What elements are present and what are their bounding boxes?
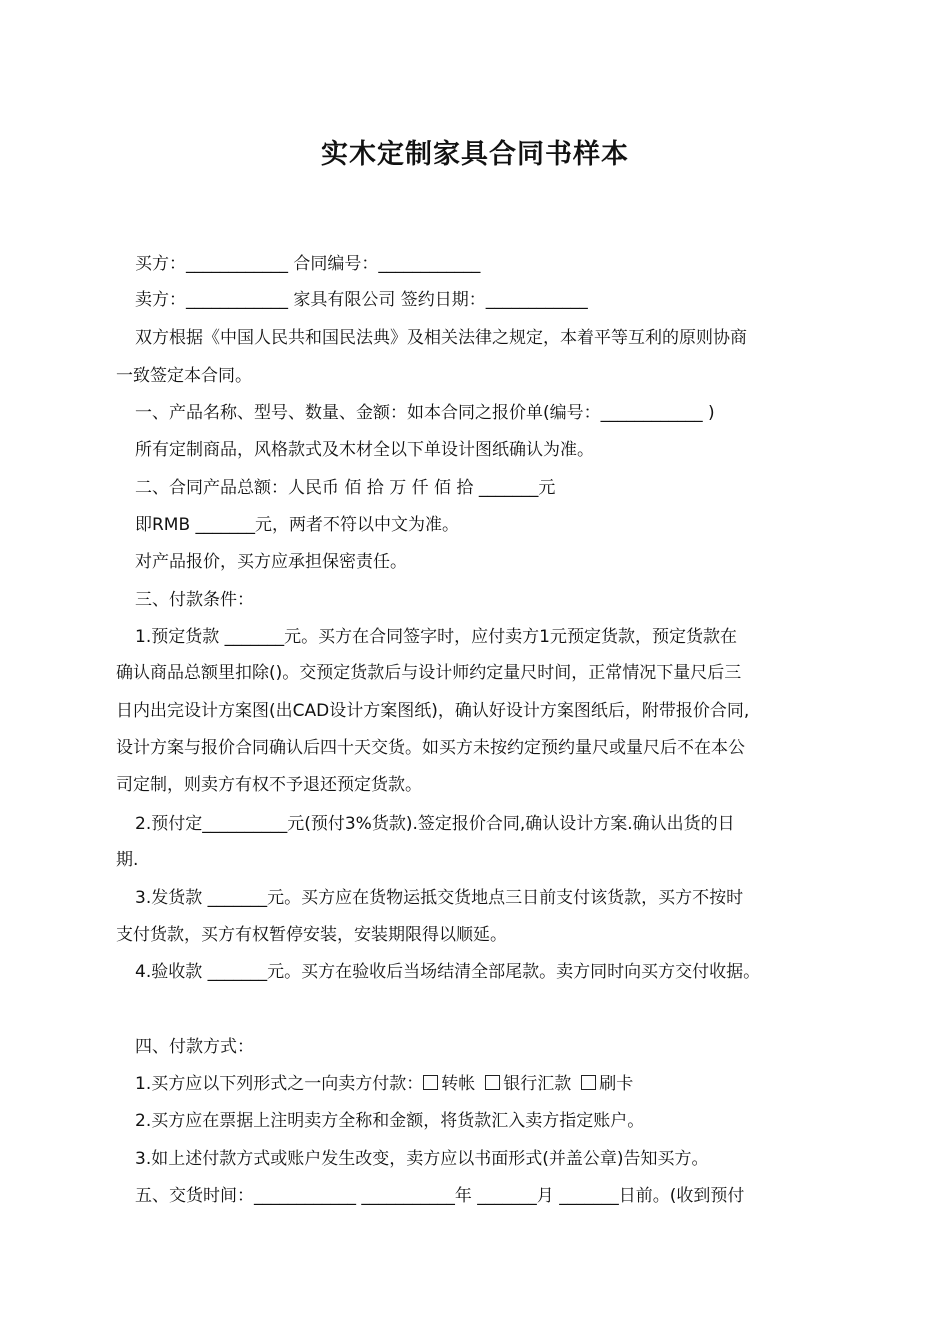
option-transfer[interactable]: [423, 1074, 475, 1094]
clause-1-text: 所有定制商品，风格款式及木材全以下单设计图纸确认为准。: [135, 440, 594, 460]
clause-2-heading: 二、合同产品总额：人民币 佰 拾 万 仟 佰 拾 _______元: [135, 478, 556, 498]
preamble-line-1: 双方根据《中国人民共和国民法典》及相关法律之规定，本着平等互利的原则协商: [135, 328, 747, 348]
payment-1-line-1: 1.预定货款 _______元。买方在合同签字时，应付卖方1元预定货款，预定货款在: [135, 627, 737, 647]
payment-1-line-4: 设计方案与报价合同确认后四十天交货。如买方未按约定预约量尺或量尺后不在本公: [116, 738, 745, 758]
preamble-line-2: 一致签定本合同。: [116, 366, 252, 386]
buyer-line: 买方：____________ 合同编号：____________: [135, 254, 481, 274]
clause-4-heading: 四、付款方式：: [135, 1037, 254, 1057]
method-2-line: 2.买方应在票据上注明卖方全称和金额，将货款汇入卖方指定账户。: [135, 1111, 645, 1131]
payment-1-line-5: 司定制，则卖方有权不予退还预定货款。: [116, 775, 422, 795]
option-bank-remittance-label: 银行汇款: [503, 1074, 572, 1094]
seller-line: 卖方：____________ 家具有限公司 签约日期：____________: [135, 290, 588, 310]
payment-3-line-2: 支付货款，买方有权暂停安装，安装期限得以顺延。: [116, 925, 507, 945]
option-bank-remittance[interactable]: [485, 1074, 571, 1094]
checkbox-icon[interactable]: [423, 1075, 438, 1090]
clause-1-heading: 一、产品名称、型号、数量、金额：如本合同之报价单(编号：____________ ): [135, 403, 715, 423]
option-card[interactable]: [581, 1074, 633, 1094]
document-title: 实木定制家具合同书样本: [321, 139, 629, 170]
method-1-line: [135, 1074, 643, 1094]
payment-2-line-1: 2.预付定__________元(预付3%货款).签定报价合同,确认设计方案.确认出货的日: [135, 814, 735, 834]
clause-5-heading: 五、交货时间：____________ ___________年 _______月 _______日前。(收到预付: [135, 1186, 745, 1206]
method-3-line: 3.如上述付款方式或账户发生改变，卖方应以书面形式(并盖公章)告知买方。: [135, 1149, 709, 1169]
method-1-text: 1.买方应以下列形式之一向卖方付款：: [135, 1074, 424, 1094]
clause-3-heading: 三、付款条件：: [135, 590, 254, 610]
option-card-label: 刷卡: [599, 1074, 634, 1094]
checkbox-icon[interactable]: [485, 1075, 500, 1090]
payment-2-line-2: 期.: [116, 850, 139, 870]
clause-2-confidential: 对产品报价，买方应承担保密责任。: [135, 552, 407, 572]
payment-1-line-2: 确认商品总额里扣除()。交预定货款后与设计师约定量尺时间，正常情况下量尺后三: [116, 663, 742, 683]
clause-2-rmb: 即RMB _______元，两者不符以中文为准。: [135, 515, 460, 535]
option-transfer-label: 转帐: [441, 1074, 476, 1094]
payment-4-line: 4.验收款 _______元。买方在验收后当场结清全部尾款。卖方同时向买方交付收据。: [135, 962, 761, 982]
payment-3-line-1: 3.发货款 _______元。买方应在货物运抵交货地点三日前支付该货款，买方不按时: [135, 888, 744, 908]
checkbox-icon[interactable]: [581, 1075, 596, 1090]
payment-1-line-3: 日内出完设计方案图(出CAD设计方案图纸)，确认好设计方案图纸后，附带报价合同,: [116, 701, 750, 721]
